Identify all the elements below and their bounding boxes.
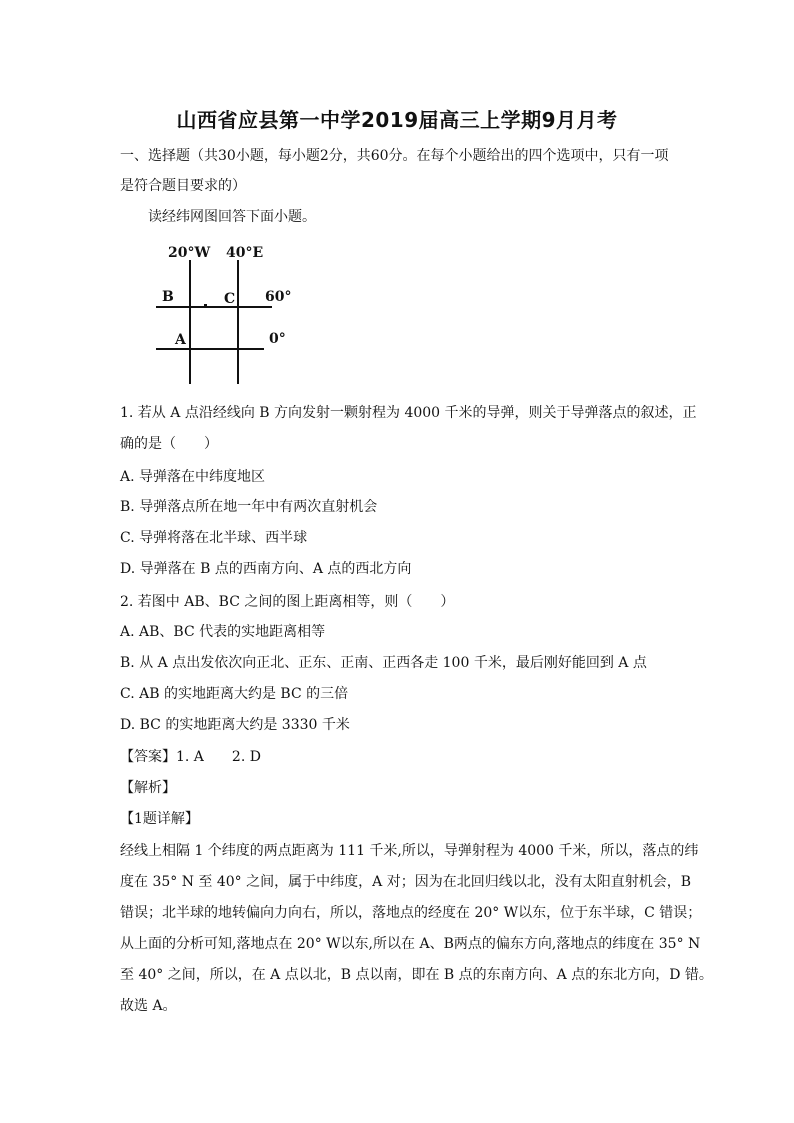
detail-label: 【1题详解】 [120, 811, 199, 827]
answer-line: 【答案】1. A 2. D [120, 749, 261, 765]
latitude-longitude-grid-figure [152, 238, 302, 388]
label-20w: 20°W [168, 245, 211, 261]
detail-line-6: 故选 A。 [120, 998, 177, 1014]
question-2-option-a: A. AB、BC 代表的实地距离相等 [120, 624, 326, 640]
grid-diagram [152, 238, 302, 388]
question-1-stem-line-1: 1. 若从 A 点沿经线向 B 方向发射一颗射程为 4000 千米的导弹，则关于导弹落点的叙述，正 [120, 405, 697, 421]
section-intro-line-2: 是符合题目要求的） [120, 178, 246, 194]
detail-line-5: 至 40° 之间，所以，在 A 点以北，B 点以南，即在 B 点的东南方向、A 点的东北方向，D 错。 [120, 967, 713, 983]
detail-line-2: 度在 35° N 至 40° 之间，属于中纬度，A 对；因为在北回归线以北，没有太阳直射机会，B [120, 874, 691, 890]
section-intro-line-1: 一、选择题（共30小题，每小题2分，共60分。在每个小题给出的四个选项中，只有一项 [120, 148, 669, 164]
question-1-option-c: C. 导弹将落在北半球、西半球 [120, 530, 308, 546]
question-1-option-a: A. 导弹落在中纬度地区 [120, 469, 266, 485]
analysis-label: 【解析】 [120, 780, 176, 796]
question-2-stem: 2. 若图中 AB、BC 之间的图上距离相等，则（ ） [120, 594, 455, 610]
label-point-b: B [162, 289, 174, 305]
question-1-option-d: D. 导弹落在 B 点的西南方向、A 点的西北方向 [120, 561, 412, 577]
question-2-option-c: C. AB 的实地距离大约是 BC 的三倍 [120, 686, 349, 702]
question-1-option-b: B. 导弹落点所在地一年中有两次直射机会 [120, 499, 378, 515]
reading-prompt: 读经纬网图回答下面小题。 [148, 209, 316, 225]
page-title: 山西省应县第一中学2019届高三上学期9月月考 [176, 108, 618, 132]
question-1-stem-line-2: 确的是（ ） [120, 436, 218, 452]
detail-line-4: 从上面的分析可知,落地点在 20° W以东,所以在 A、B两点的偏东方向,落地点的纬度在 35° N [120, 936, 701, 952]
detail-line-3: 错误；北半球的地转偏向力向右，所以，落地点的经度在 20° W以东，位于东半球，C 错误； [120, 905, 702, 921]
label-point-a: A [175, 332, 186, 348]
question-2-option-b: B. 从 A 点出发依次向正北、正东、正南、正西各走 100 千米，最后刚好能回到 A 点 [120, 655, 647, 671]
label-point-c: C [224, 291, 236, 307]
grid-dot [204, 304, 207, 306]
label-lat-60: 60° [265, 289, 292, 305]
label-lat-0: 0° [269, 331, 286, 347]
label-40e: 40°E [226, 245, 264, 261]
detail-line-1: 经线上相隔 1 个纬度的两点距离为 111 千米,所以，导弹射程为 4000 千米，所以，落点的纬 [120, 843, 699, 859]
question-2-option-d: D. BC 的实地距离大约是 3330 千米 [120, 717, 350, 733]
